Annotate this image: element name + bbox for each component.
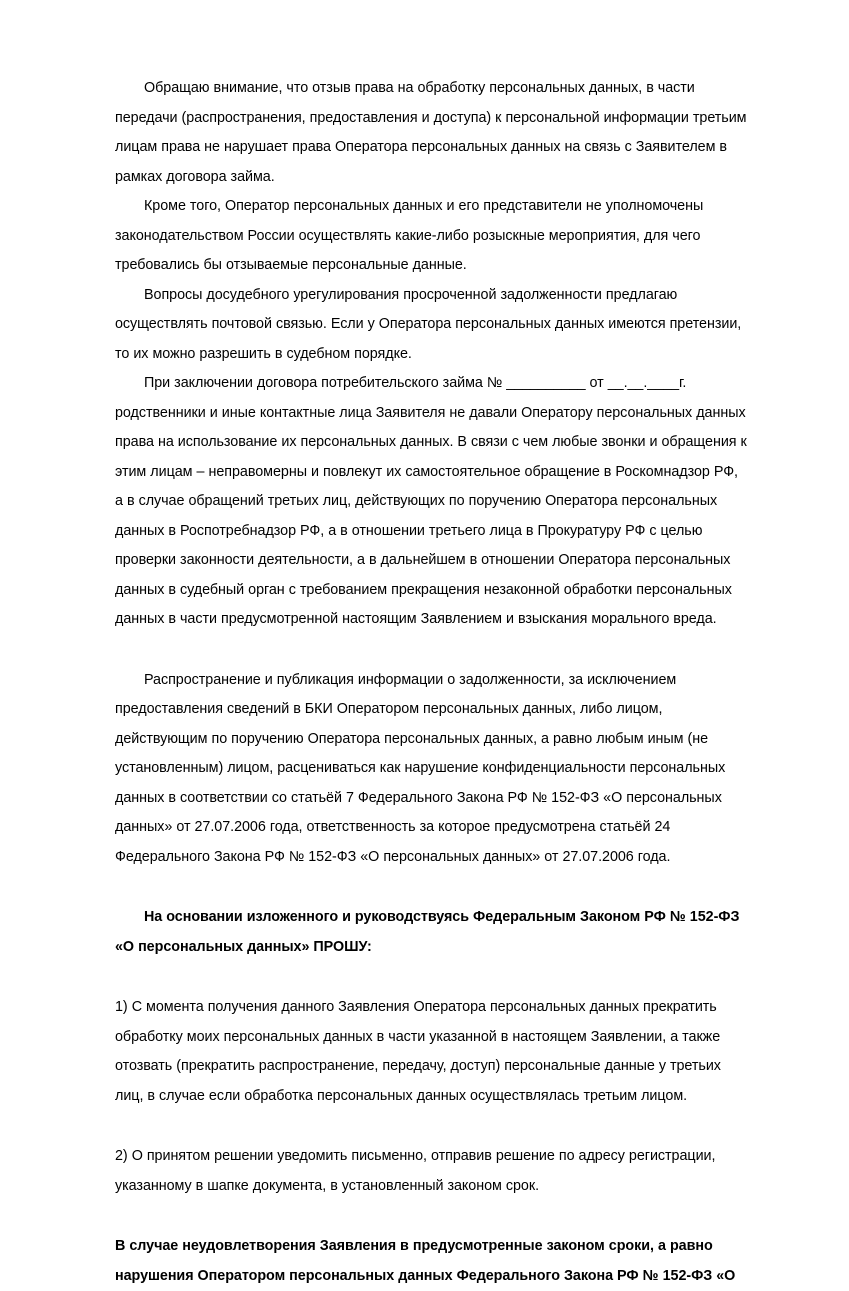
paragraph-spacer-1 [115, 635, 749, 666]
paragraph-spacer-5 [115, 1201, 749, 1232]
paragraph-pretrial-settlement: Вопросы досудебного урегулирования просроченной задолженности предлагаю осуществлять почтовой связью. Если у Оператора персональных данных имеются претензии, то их можно разрешить в судебном порядке. [115, 286, 742, 362]
paragraph-spacer-4 [115, 1111, 749, 1142]
paragraph-noncompliance-warning: В случае неудовлетворения Заявления в предусмотренные законом сроки, а равно нарушения Оператором персональных данных Федерального Закона РФ № 152-ФЗ «О [115, 1238, 736, 1284]
request-item-1: 1) С момента получения данного Заявления Оператора персональных данных прекратить обработку моих персональных данных в части указанной в настоящем Заявлении, а также отозвать (прекратить распространение, передачу, доступ) персональные данные у третьих лиц, в случае если обработка персональных данных осуществлялась третьим лицом. [115, 999, 721, 1104]
document-body [115, 74, 749, 1291]
paragraph-spacer-2 [115, 872, 749, 903]
paragraph-revocation-scope: Обращаю внимание, что отзыв права на обработку персональных данных, в части передачи (распространения, предоставления и доступа) к персональной информации третьим лицам права не нарушает права Оператора персональных данных на связь с Заявителем в рамках договора займа. [115, 80, 747, 185]
paragraph-spacer-3 [115, 962, 749, 993]
paragraph-publication-confidentiality: Распространение и публикация информации о задолженности, за исключением предоставления сведений в БКИ Оператором персональных данных, либо лицом, действующим по поручению Оператора персональных данных, а равно любым иным (не установленным) лицом, расцениваться как нарушение конфиденциальности персональных данных в соответствии со статьёй 7 Федерального Закона РФ № 152-ФЗ «О персональных данных» от 27.07.2006 года, ответственность за которое предусмотрена статьёй 24 Федерального Закона РФ № 152-ФЗ «О персональных данных» от 27.07.2006 года. [115, 671, 726, 865]
request-item-2: 2) О принятом решении уведомить письменно, отправив решение по адресу регистрации, указанному в шапке документа, в установленный законом срок. [115, 1148, 716, 1194]
paragraph-loan-contract-contacts: При заключении договора потребительского займа № __________ от __.__.____г. родственники и иные контактные лица Заявителя не давали Оператору персональных данных права на использование их персональных данных. В связи с чем любые звонки и обращения к этим лицам – неправомерны и повлекут их самостоятельное обращение в Роскомнадзор РФ, а в случае обращений третьих лиц, действующих по поручению Оператора персональных данных в Роспотребнадзор РФ, а в отношении третьего лица в Прокуратуру РФ с целью проверки законности деятельности, а в дальнейшем в отношении Оператора персональных данных в судебный орган с требованием прекращения незаконной обработки персональных данных в части предусмотренной настоящим Заявлением и взыскания морального вреда. [115, 375, 747, 627]
paragraph-no-search-activities: Кроме того, Оператор персональных данных и его представители не уполномочены законодательством России осуществлять какие-либо розыскные мероприятия, для чего требовались бы отзываемые персональные данные. [115, 198, 704, 273]
heading-request-statement: На основании изложенного и руководствуясь Федеральным Законом РФ № 152-ФЗ «О персональных данных» ПРОШУ: [115, 909, 740, 955]
